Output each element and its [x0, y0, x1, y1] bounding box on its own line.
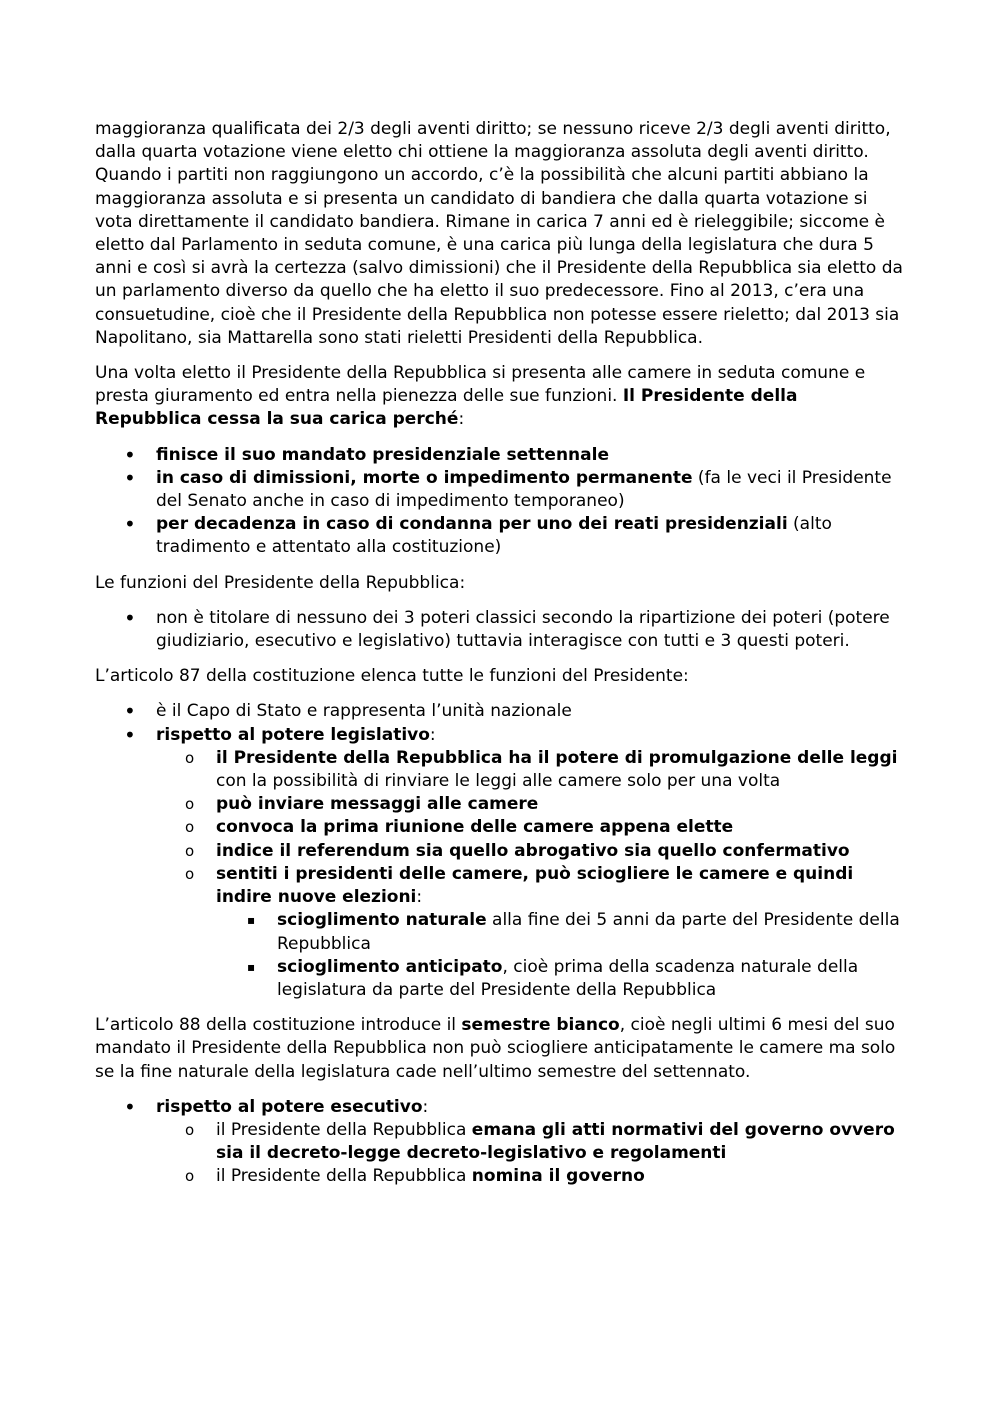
esecutivo-label: rispetto al potere esecutivo	[156, 1096, 423, 1117]
legislativo-sublist	[156, 747, 907, 1002]
circle-marker: o	[185, 748, 195, 767]
sublist-item-text: il Presidente della Repubblica	[216, 1119, 472, 1140]
paragraph-giuramento	[95, 362, 907, 432]
paragraph-art87: L’articolo 87 della costituzione elenca tutte le funzioni del Presidente:	[95, 666, 689, 687]
sublist-item-bold: nomina il governo	[471, 1166, 645, 1187]
list-item-text: è il Capo di Stato e rappresenta l’unità nazionale	[156, 701, 572, 722]
scioglimento-sublist	[216, 909, 907, 1002]
sublist-item	[156, 747, 907, 793]
bullet-marker: •	[124, 465, 136, 490]
art88-text-end: , cioè negli ultimi 6 mesi del suo mandato il Presidente della Repubblica non può sciogliere anticipatamente le camere ma solo se la fine naturale della legislatura cade nell’ultimo semestre del settennato.	[95, 1015, 896, 1082]
paragraph-elezione: maggioranza qualificata dei 2/3 degli aventi diritto; se nessuno riceve 2/3 degli aventi diritto, dalla quarta votazione viene eletto chi ottiene la maggioranza assoluta degli aventi diritto. Quando i partiti non raggiungono un accordo, c’è la possibilità che alcuni partiti abbiano la maggioranza assoluta e si presenta un candidato di bandiera che dalla quarta votazione si vota direttamente il candidato bandiera. Rimane in carica 7 anni ed è rieleggibile; siccome è eletto dal Parlamento in seduta comune, è una carica più lunga della legislatura che dura 5 anni e così si avrà la certezza (salvo dimissioni) che il Presidente della Repubblica sia eletto da un parlamento diverso da quello che ha eletto il suo predecessore. Fino al 2013, c’era una consuetudine, cioè che il Presidente della Repubblica non potesse essere rieletto; dal 2013 sia Napolitano, sia Mattarella sono stati rieletti Presidenti della Repubblica.	[95, 119, 903, 348]
list-item	[95, 700, 907, 723]
bullet-marker: •	[124, 512, 136, 537]
sublist-item	[156, 863, 907, 1002]
bullet-marker: •	[124, 722, 136, 747]
list-item-legislativo	[95, 724, 907, 1002]
sublist-item-bold: il Presidente della Repubblica ha il potere di promulgazione delle leggi	[216, 747, 898, 768]
art88-text: L’articolo 88 della costituzione introduce il	[95, 1015, 462, 1036]
circle-marker: o	[185, 864, 195, 883]
sublist-item-text: il Presidente della Repubblica	[216, 1166, 472, 1187]
bullet-marker: •	[124, 1094, 136, 1119]
semestre-bianco: semestre bianco	[461, 1015, 620, 1036]
list-item-bold: per decadenza in caso di condanna per uno dei reati presidenziali	[156, 514, 788, 535]
subsublist-item-bold: scioglimento naturale	[277, 910, 487, 931]
circle-marker: o	[185, 795, 195, 814]
funzioni-list	[95, 607, 907, 653]
esecutivo-colon: :	[422, 1096, 429, 1117]
sublist-item-bold: può inviare messaggi alle camere	[216, 794, 539, 815]
sublist-item-bold: emana gli atti normativi del governo ovvero sia il decreto-legge decreto-legislativo e regolamenti	[216, 1119, 895, 1164]
paragraph-funzioni: Le funzioni del Presidente della Repubblica:	[95, 572, 466, 593]
sublist-item	[156, 793, 907, 816]
subsublist-item	[216, 956, 907, 1002]
art87-list	[95, 700, 907, 1002]
bullet-marker: •	[124, 699, 136, 724]
circle-marker: o	[185, 1120, 195, 1139]
esecutivo-list	[95, 1096, 907, 1189]
square-marker: ▪	[247, 959, 256, 974]
sublist-item	[156, 1165, 907, 1188]
sublist-item-bold: indice il referendum sia quello abrogativo sia quello confermativo	[216, 840, 850, 861]
list-item-text: (alto tradimento e attentato alla costituzione)	[156, 514, 832, 558]
bullet-marker: •	[124, 442, 136, 467]
subsublist-item-text: , cioè prima della scadenza naturale della legislatura da parte del Presidente della Repubblica	[277, 956, 859, 1000]
legislativo-colon: :	[429, 724, 436, 745]
sublist-item	[156, 1119, 907, 1165]
list-item-text: (fa le veci il Presidente del Senato anche in caso di impedimento temporaneo)	[156, 467, 892, 512]
sublist-item-text: con la possibilità di rinviare le leggi alle camere solo per una volta	[216, 771, 781, 792]
square-marker: ▪	[247, 913, 256, 928]
list-item-esecutivo	[95, 1096, 907, 1189]
subsublist-item-text: alla fine dei 5 anni da parte del Presidente della Repubblica	[277, 910, 900, 954]
giuramento-text: Una volta eletto il Presidente della Repubblica si presenta alle camere in seduta comune e presta giuramento ed entra nella pienezza delle sue funzioni.	[95, 363, 866, 407]
list-item-text: non è titolare di nessuno dei 3 poteri classici secondo la ripartizione dei poteri (potere giudiziario, esecutivo e legislativo) tuttavia interagisce con tutti e 3 questi poteri.	[156, 607, 890, 652]
bullet-marker: •	[124, 605, 136, 630]
cessazione-colon: :	[458, 409, 465, 430]
list-item	[95, 444, 907, 467]
paragraph-art88	[95, 1014, 907, 1084]
sublist-item	[156, 816, 907, 839]
esecutivo-sublist	[156, 1119, 907, 1189]
subsublist-item-bold: scioglimento anticipato	[277, 956, 503, 977]
cessazione-heading: Il Presidente della Repubblica cessa la sua carica perché	[95, 386, 798, 430]
cessazione-list	[95, 444, 907, 560]
list-item	[95, 607, 907, 653]
legislativo-label: rispetto al potere legislativo	[156, 724, 430, 745]
list-item	[95, 467, 907, 513]
sublist-item-bold: sentiti i presidenti delle camere, può sciogliere le camere e quindi indire nuove elezioni	[216, 863, 854, 908]
sublist-item-text: :	[416, 887, 423, 908]
subsublist-item	[216, 909, 907, 955]
list-item-bold: in caso di dimissioni, morte o impedimento permanente	[156, 467, 693, 488]
list-item	[95, 513, 907, 559]
sublist-item	[156, 840, 907, 863]
circle-marker: o	[185, 841, 195, 860]
circle-marker: o	[185, 1167, 195, 1186]
sublist-item-bold: convoca la prima riunione delle camere appena elette	[216, 817, 734, 838]
document-page	[95, 118, 907, 1201]
list-item-bold: finisce il suo mandato presidenziale settennale	[156, 444, 609, 465]
circle-marker: o	[185, 818, 195, 837]
